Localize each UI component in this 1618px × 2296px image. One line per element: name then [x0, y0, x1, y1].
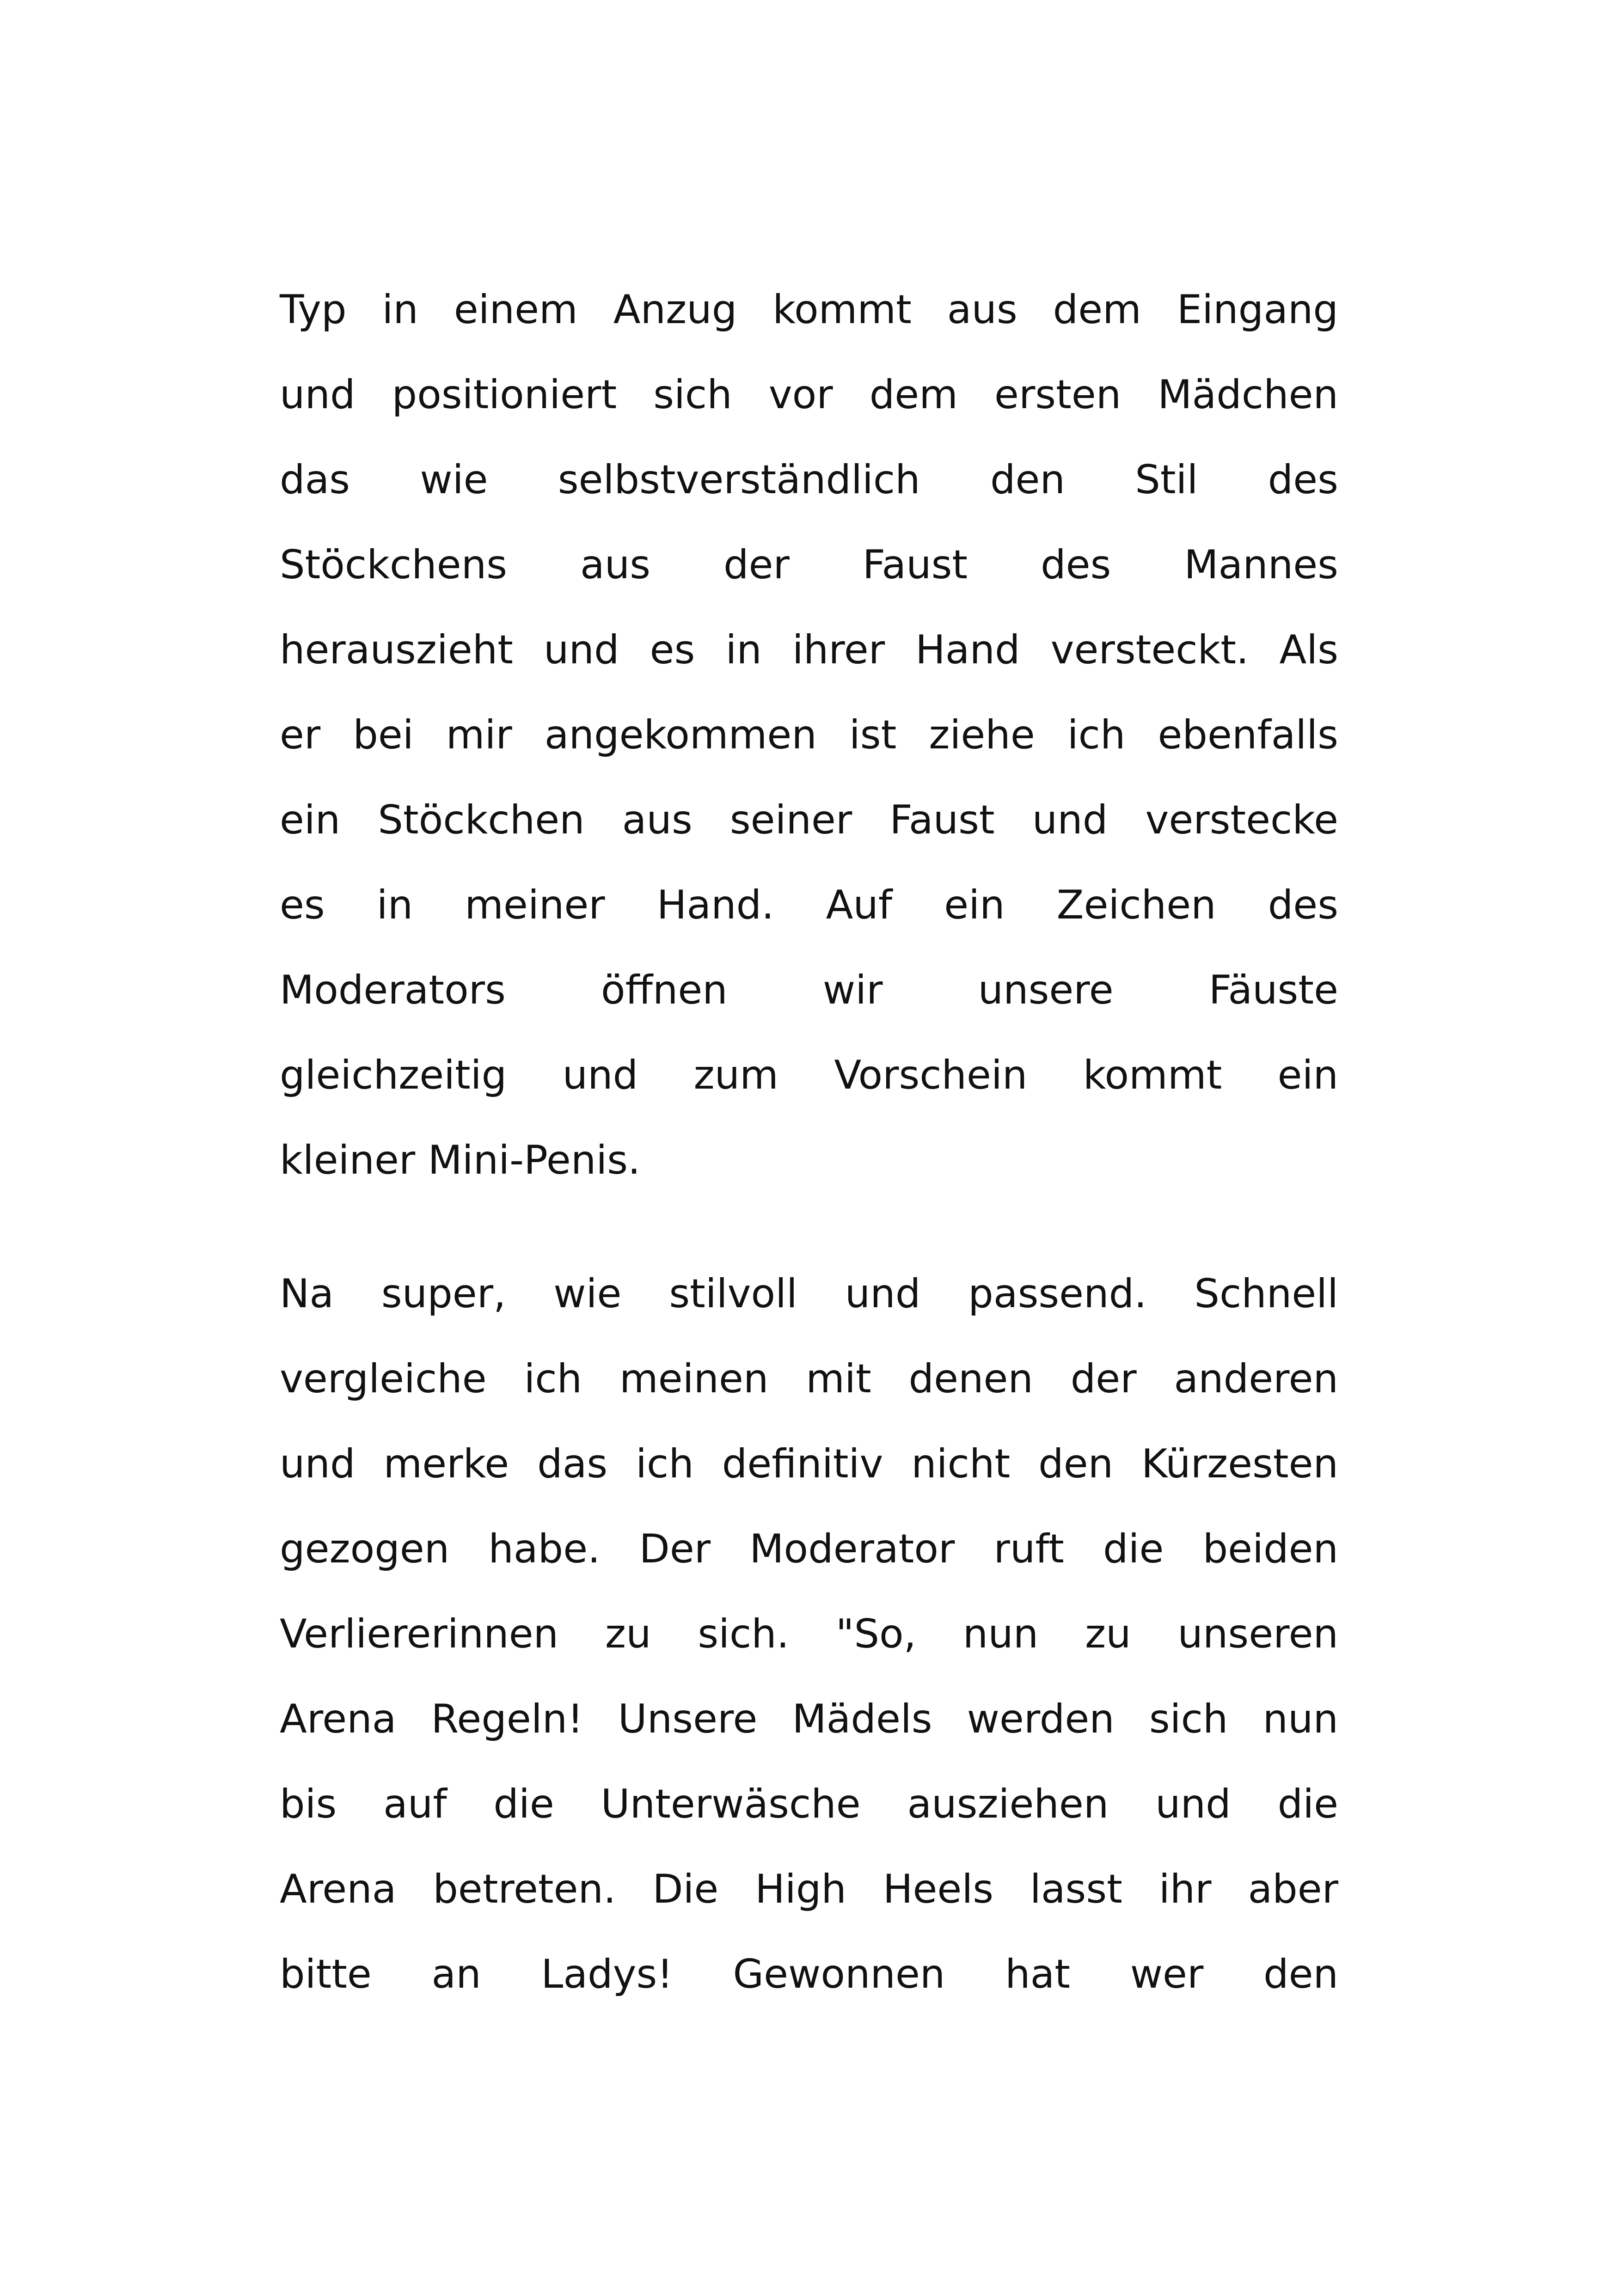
text-line: gezogen habe. Der Moderator ruft die beiden	[280, 1526, 1338, 1572]
text-line: Typ in einem Anzug kommt aus dem Eingang	[280, 287, 1338, 333]
text-line: Arena betreten. Die High Heels lasst ihr aber	[280, 1866, 1338, 1912]
text-line: ein Stöckchen aus seiner Faust und verstecke	[280, 797, 1338, 843]
text-line: Stöckchens aus der Faust des Mannes	[280, 542, 1338, 588]
text-line: vergleiche ich meinen mit denen der anderen	[280, 1356, 1338, 1402]
text-line: gleichzeitig und zum Vorschein kommt ein	[280, 1052, 1338, 1098]
text-line: herauszieht und es in ihrer Hand versteckt. Als	[280, 627, 1338, 673]
text-line: Moderators öffnen wir unsere Fäuste	[280, 967, 1338, 1013]
paragraph-1	[280, 267, 1338, 1203]
text-line: und merke das ich definitiv nicht den Kürzesten	[280, 1441, 1338, 1487]
text-line: Arena Regeln! Unsere Mädels werden sich nun	[280, 1696, 1338, 1742]
text-line: Na super, wie stilvoll und passend. Schnell	[280, 1271, 1338, 1317]
text-line: bitte an Ladys! Gewonnen hat wer den	[280, 1951, 1338, 1997]
text-line: es in meiner Hand. Auf ein Zeichen des	[280, 882, 1338, 928]
text-line: Verliererinnen zu sich. "So, nun zu unseren	[280, 1611, 1338, 1657]
paragraph-2	[280, 1251, 1338, 2017]
text-line: bis auf die Unterwäsche ausziehen und die	[280, 1781, 1338, 1827]
text-line: er bei mir angekommen ist ziehe ich ebenfalls	[280, 712, 1338, 758]
text-line: kleiner Mini-Penis.	[280, 1137, 641, 1183]
text-line: und positioniert sich vor dem ersten Mädchen	[280, 372, 1338, 418]
text-line: das wie selbstverständlich den Stil des	[280, 457, 1338, 503]
